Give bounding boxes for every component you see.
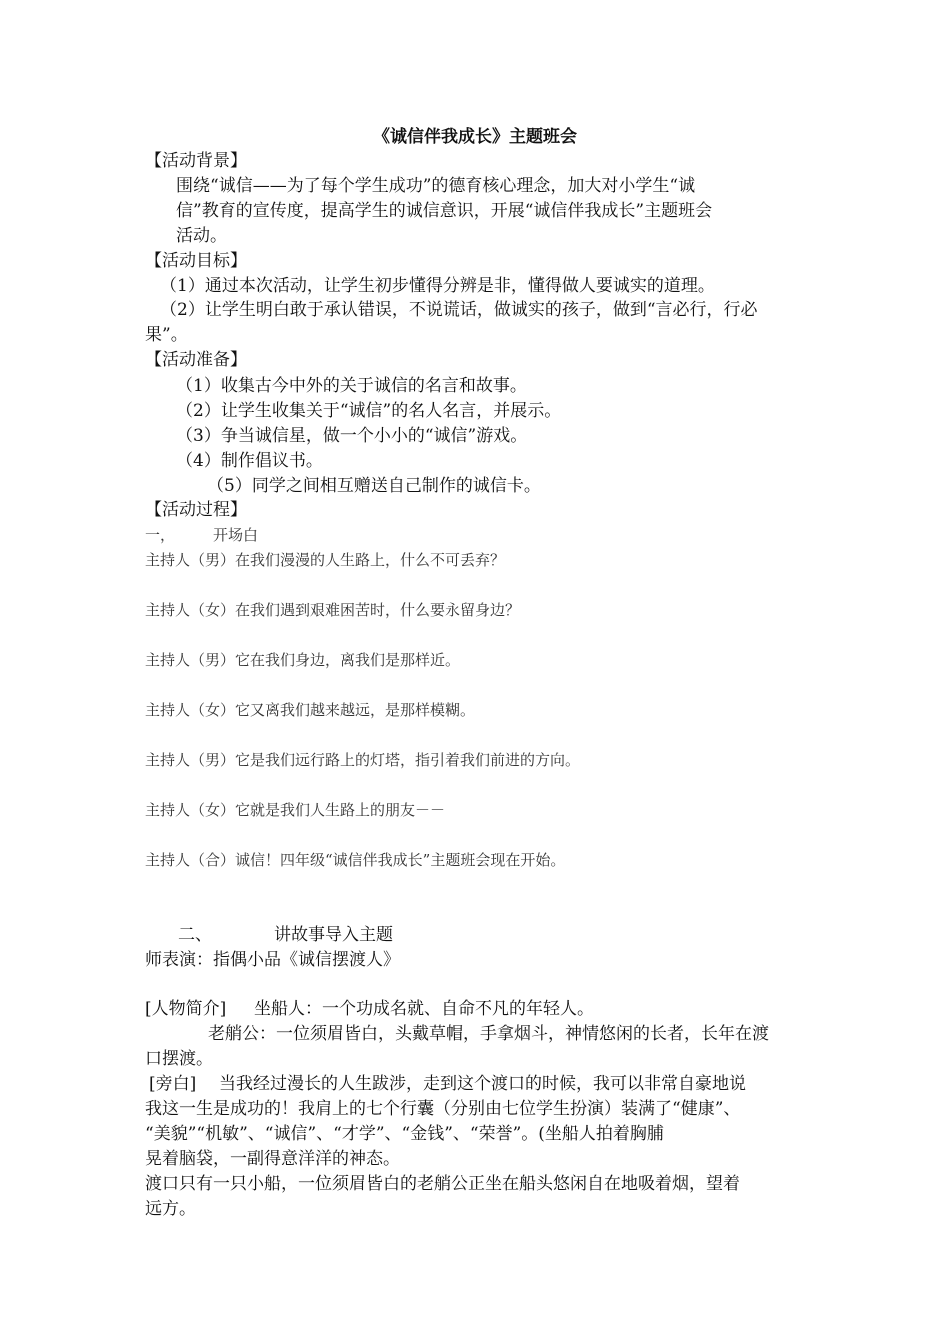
section-heading-background: 【活动背景】 (145, 151, 247, 171)
dialogue-line: 主持人（男）它是我们远行路上的灯塔，指引着我们前进的方向。 (145, 751, 581, 769)
part-one-number: 一， (145, 526, 176, 544)
goal-line: （1）通过本次活动，让学生初步懂得分辨是非，懂得做人要诚实的道理。 (160, 276, 715, 296)
dialogue-line: 主持人（女）它又离我们越来越远，是那样模糊。 (145, 701, 476, 719)
narration-line: 当我经过漫长的人生跋涉，走到这个渡口的时候，我可以非常自豪地说 (219, 1074, 746, 1094)
narration-line: 我这一生是成功的！我肩上的七个行囊（分别由七位学生扮演）装满了“健康”、 (145, 1099, 741, 1119)
narration-label: [旁白] (149, 1074, 197, 1094)
preparation-item: （1）收集古今中外的关于诚信的名言和故事。 (176, 376, 527, 396)
background-line: 围绕“诚信——为了每个学生成功”的德育核心理念，加大对小学生“诚 (176, 176, 696, 196)
preparation-item: （3）争当诚信星，做一个小小的“诚信”游戏。 (176, 426, 528, 446)
dialogue-line: 主持人（男）在我们漫漫的人生路上，什么不可丢弃？ (145, 551, 506, 569)
character-boatman: 口摆渡。 (145, 1049, 213, 1069)
dialogue-line: 主持人（合）诚信！四年级“诚信伴我成长”主题班会现在开始。 (145, 851, 566, 869)
part-two-title: 讲故事导入主题 (274, 925, 393, 945)
dialogue-line: 主持人（女）在我们遇到艰难困苦时，什么要永留身边？ (145, 601, 521, 619)
character-boatman: 老艄公：一位须眉皆白，头戴草帽，手拿烟斗，神情悠闲的长者，长年在渡 (208, 1024, 769, 1044)
background-line: 活动。 (176, 226, 227, 246)
preparation-item: （5）同学之间相互赠送自己制作的诚信卡。 (207, 476, 541, 496)
character-passenger: 坐船人：一个功成名就、自命不凡的年轻人。 (254, 999, 594, 1019)
narration-line: “美貌”“机敏”、“诚信”、“才学”、“金钱”、“荣誉”。(坐船人拍着胸脯 (145, 1124, 664, 1144)
section-heading-preparation: 【活动准备】 (145, 350, 247, 370)
goal-line: 果”。 (145, 325, 188, 345)
section-heading-process: 【活动过程】 (145, 500, 247, 520)
preparation-item: （4）制作倡议书。 (176, 451, 323, 471)
section-heading-goals: 【活动目标】 (145, 251, 247, 271)
part-one-title: 开场白 (213, 526, 259, 544)
characters-label: [人物简介] (145, 999, 227, 1019)
narration-line: 远方。 (145, 1199, 196, 1219)
preparation-item: （2）让学生收集关于“诚信”的名人名言，并展示。 (176, 401, 562, 421)
document-title: 《诚信伴我成长》主题班会 (373, 127, 577, 147)
background-line: 信”教育的宣传度，提高学生的诚信意识，开展“诚信伴我成长”主题班会 (176, 201, 713, 221)
goal-line: （2）让学生明白敢于承认错误，不说谎话，做诚实的孩子，做到“言必行，行必 (160, 300, 758, 320)
part-two-number: 二、 (178, 925, 212, 945)
narration-line: 晃着脑袋，一副得意洋洋的神态。 (145, 1149, 400, 1169)
dialogue-line: 主持人（女）它就是我们人生路上的朋友－－ (145, 801, 446, 819)
narration-line: 渡口只有一只小船，一位须眉皆白的老艄公正坐在船头悠闲自在地吸着烟，望着 (145, 1174, 740, 1194)
performance-line: 师表演：指偶小品《诚信摆渡人》 (145, 950, 400, 970)
dialogue-line: 主持人（男）它在我们身边，离我们是那样近。 (145, 651, 461, 669)
